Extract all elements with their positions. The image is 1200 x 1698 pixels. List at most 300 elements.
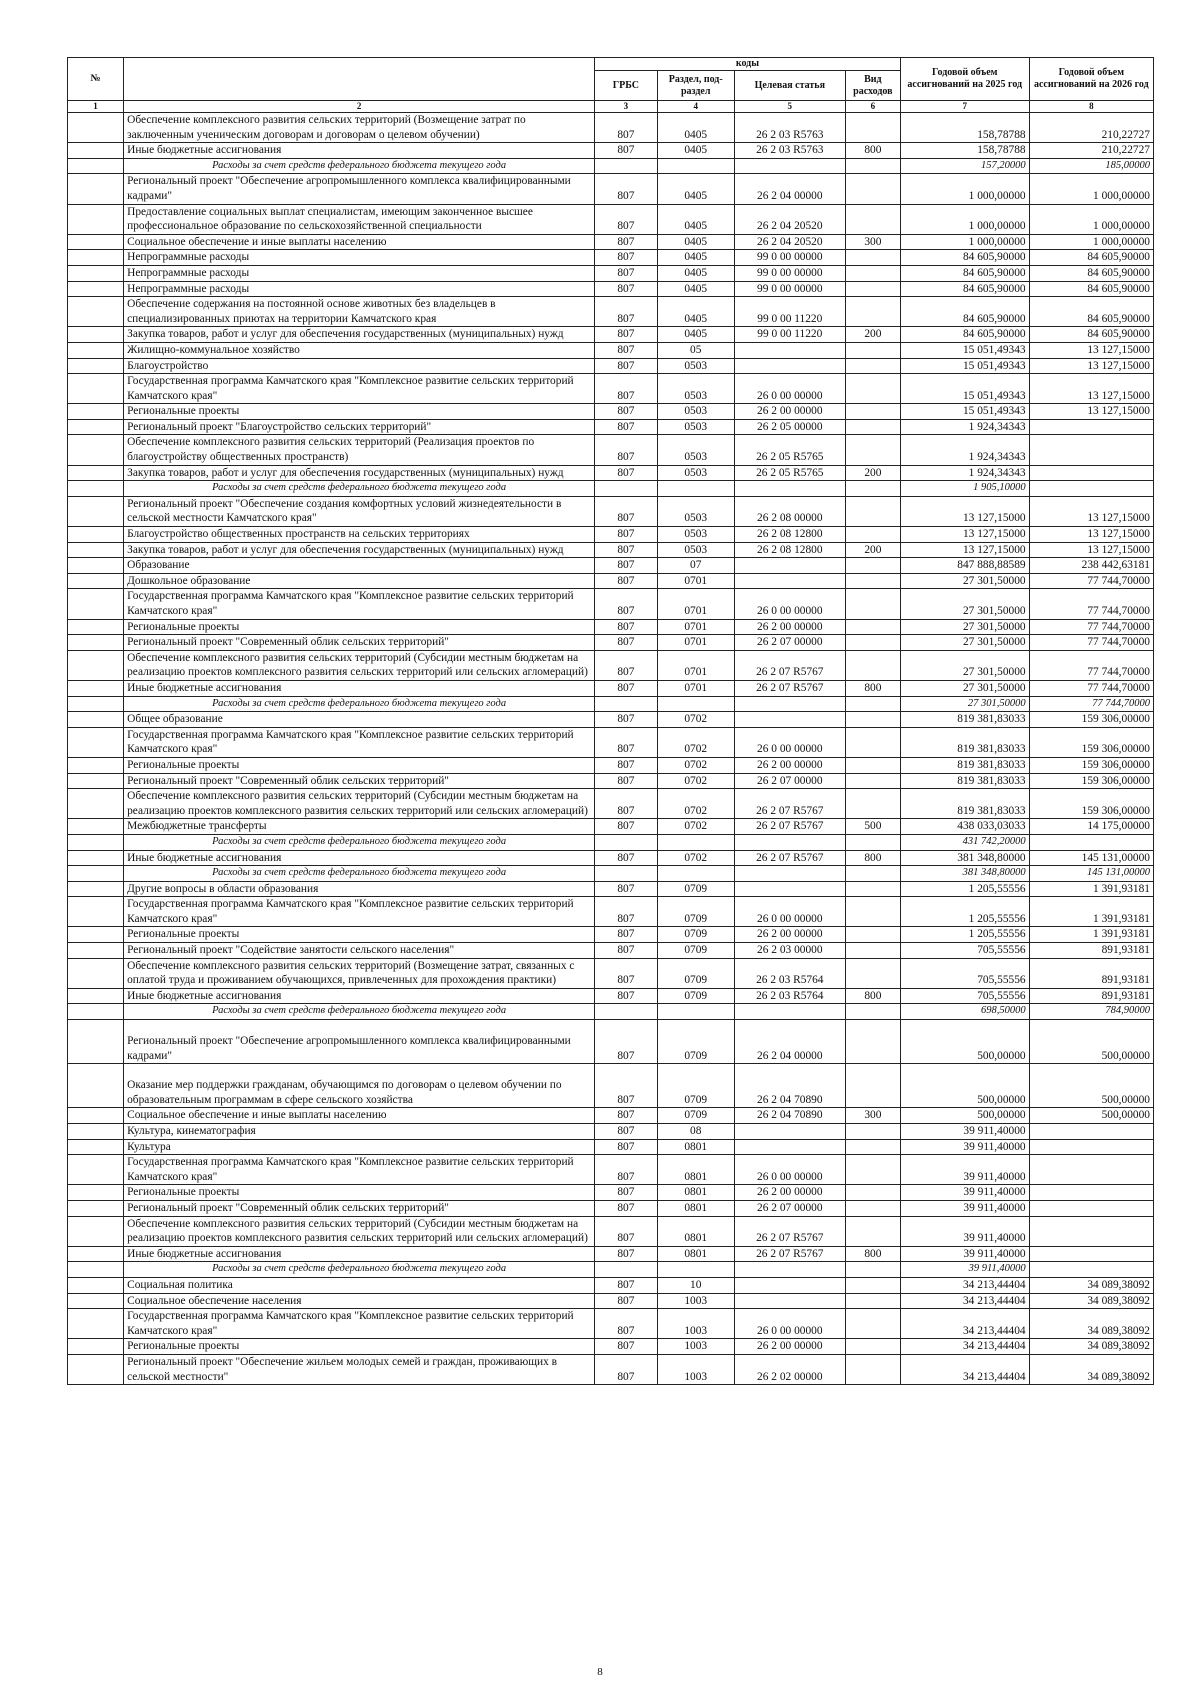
cell-vid: 800 [845, 988, 900, 1004]
cell-v2026: 1 000,00000 [1029, 174, 1153, 204]
cell-no [68, 143, 124, 159]
table-row [68, 789, 1154, 819]
cell-no [68, 1277, 124, 1293]
cell-desc: Непрограммные расходы [124, 281, 595, 297]
cell-cs [734, 712, 845, 728]
cell-desc: Межбюджетные трансферты [124, 819, 595, 835]
cell-desc: Расходы за счет средств федерального бюджета текущего года [124, 696, 595, 712]
header-2026: Годовой объем ассигнований на 2026 год [1029, 58, 1153, 101]
cell-vid [845, 281, 900, 297]
cell-no [68, 819, 124, 835]
cell-grbs: 807 [595, 1339, 658, 1355]
cell-razdel: 0503 [657, 465, 734, 481]
cell-v2025: 500,00000 [900, 1064, 1029, 1108]
cell-vid [845, 834, 900, 850]
cell-razdel: 0709 [657, 1064, 734, 1108]
cell-v2025: 847 888,88589 [900, 558, 1029, 574]
table-row [68, 419, 1154, 435]
table-row [68, 712, 1154, 728]
cell-v2026 [1029, 1262, 1153, 1278]
cell-v2025: 158,78788 [900, 113, 1029, 143]
table-row [68, 773, 1154, 789]
cell-cs: 99 0 00 11220 [734, 297, 845, 327]
cell-grbs [595, 1262, 658, 1278]
cell-v2025: 39 911,40000 [900, 1262, 1029, 1278]
cell-v2026: 1 000,00000 [1029, 234, 1153, 250]
cell-cs: 26 2 00 00000 [734, 619, 845, 635]
cell-v2025: 1 924,34343 [900, 435, 1029, 465]
cell-desc: Региональный проект "Благоустройство сельских территорий" [124, 419, 595, 435]
cell-v2026: 34 089,38092 [1029, 1309, 1153, 1339]
cell-no [68, 265, 124, 281]
cell-cs [734, 866, 845, 882]
header-2025: Годовой объем ассигнований на 2025 год [900, 58, 1029, 101]
header-description [124, 58, 595, 101]
cell-vid [845, 712, 900, 728]
cell-desc: Обеспечение комплексного развития сельских территорий (Реализация проектов по благоустройству общественных пространств) [124, 435, 595, 465]
cell-v2026: 891,93181 [1029, 943, 1153, 959]
cell-desc: Социальное обеспечение и иные выплаты населению [124, 234, 595, 250]
cell-grbs: 807 [595, 757, 658, 773]
cell-razdel: 0503 [657, 419, 734, 435]
cell-desc: Оказание мер поддержки гражданам, обучающимся по договорам о целевом обучении по образовательным программам в сфере сельского хозяйства [124, 1064, 595, 1108]
table-row [68, 1124, 1154, 1140]
cell-vid [845, 1020, 900, 1064]
table-row [68, 1216, 1154, 1246]
cell-razdel: 0701 [657, 635, 734, 651]
cell-no [68, 650, 124, 680]
cell-cs [734, 158, 845, 174]
cell-cs [734, 1124, 845, 1140]
cell-v2025: 34 213,44404 [900, 1309, 1029, 1339]
cell-razdel [657, 834, 734, 850]
cell-v2025: 431 742,20000 [900, 834, 1029, 850]
cell-v2026 [1029, 465, 1153, 481]
cell-razdel: 0503 [657, 542, 734, 558]
cell-razdel: 0801 [657, 1155, 734, 1185]
cell-grbs: 807 [595, 619, 658, 635]
cell-vid [845, 1277, 900, 1293]
cell-vid [845, 589, 900, 619]
table-row [68, 635, 1154, 651]
cell-no [68, 419, 124, 435]
cell-v2025: 819 381,83033 [900, 712, 1029, 728]
cell-grbs: 807 [595, 1200, 658, 1216]
cell-v2026: 500,00000 [1029, 1020, 1153, 1064]
cell-vid [845, 727, 900, 757]
cell-no [68, 374, 124, 404]
cell-v2026 [1029, 1139, 1153, 1155]
cell-cs [734, 1139, 845, 1155]
cell-razdel [657, 866, 734, 882]
federal-budget-row [68, 481, 1154, 497]
cell-razdel: 0801 [657, 1246, 734, 1262]
cell-v2026 [1029, 1155, 1153, 1185]
table-row [68, 174, 1154, 204]
cell-desc: Обеспечение комплексного развития сельских территорий (Возмещение затрат, связанных с оплатой труда и проживанием обучающихся, привлеченных для прохождения практики) [124, 958, 595, 988]
cell-v2026: 34 089,38092 [1029, 1339, 1153, 1355]
cell-grbs: 807 [595, 1155, 658, 1185]
cell-razdel: 0503 [657, 496, 734, 526]
cell-v2026: 1 391,93181 [1029, 927, 1153, 943]
cell-razdel: 0701 [657, 589, 734, 619]
cell-v2026: 145 131,00000 [1029, 850, 1153, 866]
cell-vid [845, 374, 900, 404]
cell-razdel: 0405 [657, 174, 734, 204]
cell-razdel: 0701 [657, 650, 734, 680]
cell-razdel: 0709 [657, 881, 734, 897]
cell-v2026: 1 391,93181 [1029, 897, 1153, 927]
cell-razdel [657, 1262, 734, 1278]
cell-v2025: 1 000,00000 [900, 174, 1029, 204]
cell-v2025: 84 605,90000 [900, 297, 1029, 327]
cell-cs: 26 2 08 12800 [734, 527, 845, 543]
cell-vid: 200 [845, 542, 900, 558]
cell-razdel: 0801 [657, 1185, 734, 1201]
header-celevaya: Целевая статья [734, 71, 845, 101]
cell-desc: Дошкольное образование [124, 573, 595, 589]
cell-v2026: 13 127,15000 [1029, 404, 1153, 420]
cell-grbs: 807 [595, 204, 658, 234]
cell-desc: Закупка товаров, работ и услуг для обеспечения государственных (муниципальных) нужд [124, 465, 595, 481]
cell-razdel: 1003 [657, 1339, 734, 1355]
table-row [68, 496, 1154, 526]
cell-razdel [657, 481, 734, 497]
cell-desc: Культура, кинематография [124, 1124, 595, 1140]
header-codes: коды [595, 58, 901, 71]
cell-vid [845, 789, 900, 819]
cell-v2025: 1 924,34343 [900, 465, 1029, 481]
cell-vid: 800 [845, 850, 900, 866]
cell-v2026: 84 605,90000 [1029, 297, 1153, 327]
table-row [68, 327, 1154, 343]
cell-no [68, 1108, 124, 1124]
cell-v2025: 1 205,55556 [900, 881, 1029, 897]
cell-v2025: 158,78788 [900, 143, 1029, 159]
cell-cs [734, 342, 845, 358]
cell-desc: Обеспечение комплексного развития сельских территорий (Субсидии местным бюджетам на реализацию проектов комплексного развития сельских территорий или сельских агломераций) [124, 789, 595, 819]
table-row [68, 897, 1154, 927]
cell-desc: Государственная программа Камчатского края "Комплексное развитие сельских территорий Камчатского края" [124, 589, 595, 619]
cell-no [68, 680, 124, 696]
table-row [68, 1277, 1154, 1293]
cell-no [68, 558, 124, 574]
cell-vid [845, 158, 900, 174]
table-row [68, 573, 1154, 589]
cell-no [68, 496, 124, 526]
cell-no [68, 481, 124, 497]
table-row [68, 250, 1154, 266]
cell-cs: 99 0 00 00000 [734, 250, 845, 266]
cell-desc: Региональный проект "Обеспечение жильем молодых семей и граждан, проживающих в сельской местности" [124, 1354, 595, 1384]
cell-desc: Общее образование [124, 712, 595, 728]
cell-vid [845, 927, 900, 943]
cell-no [68, 1339, 124, 1355]
cell-cs [734, 558, 845, 574]
cell-vid [845, 866, 900, 882]
cell-v2026: 210,22727 [1029, 113, 1153, 143]
cell-cs: 26 2 07 R5767 [734, 850, 845, 866]
cell-no [68, 619, 124, 635]
table-row [68, 358, 1154, 374]
cell-grbs: 807 [595, 1246, 658, 1262]
table-row [68, 1139, 1154, 1155]
cell-vid [845, 527, 900, 543]
cell-vid [845, 358, 900, 374]
table-row [68, 757, 1154, 773]
cell-v2025: 84 605,90000 [900, 327, 1029, 343]
cell-vid [845, 1200, 900, 1216]
cell-cs: 26 2 04 70890 [734, 1108, 845, 1124]
cell-no [68, 866, 124, 882]
cell-cs: 26 2 05 R5765 [734, 435, 845, 465]
cell-razdel: 0709 [657, 988, 734, 1004]
cell-grbs [595, 696, 658, 712]
cell-no [68, 204, 124, 234]
cell-vid [845, 265, 900, 281]
cell-v2026 [1029, 1200, 1153, 1216]
table-body [68, 113, 1154, 1385]
cell-desc: Расходы за счет средств федерального бюджета текущего года [124, 481, 595, 497]
cell-vid [845, 1293, 900, 1309]
cell-v2026: 13 127,15000 [1029, 527, 1153, 543]
cell-desc: Расходы за счет средств федерального бюджета текущего года [124, 1262, 595, 1278]
cell-grbs: 807 [595, 1309, 658, 1339]
cell-v2026 [1029, 1216, 1153, 1246]
cell-no [68, 573, 124, 589]
cell-grbs: 807 [595, 542, 658, 558]
cell-grbs [595, 481, 658, 497]
cell-desc: Культура [124, 1139, 595, 1155]
cell-v2025: 39 911,40000 [900, 1155, 1029, 1185]
cell-razdel: 0405 [657, 281, 734, 297]
cell-grbs: 807 [595, 174, 658, 204]
table-row [68, 1108, 1154, 1124]
col-number: 5 [734, 101, 845, 113]
cell-v2026: 34 089,38092 [1029, 1293, 1153, 1309]
federal-budget-row [68, 834, 1154, 850]
cell-v2026: 13 127,15000 [1029, 542, 1153, 558]
federal-budget-row [68, 1004, 1154, 1020]
cell-grbs: 807 [595, 881, 658, 897]
cell-cs: 26 2 04 00000 [734, 1020, 845, 1064]
cell-no [68, 897, 124, 927]
cell-grbs: 807 [595, 342, 658, 358]
cell-v2025: 27 301,50000 [900, 635, 1029, 651]
cell-vid [845, 558, 900, 574]
cell-vid [845, 1004, 900, 1020]
cell-v2025: 705,55556 [900, 958, 1029, 988]
cell-v2025: 1 205,55556 [900, 897, 1029, 927]
cell-no [68, 1216, 124, 1246]
cell-v2026 [1029, 481, 1153, 497]
cell-v2025: 15 051,49343 [900, 358, 1029, 374]
cell-v2026: 84 605,90000 [1029, 281, 1153, 297]
col-number: 7 [900, 101, 1029, 113]
cell-v2026: 159 306,00000 [1029, 712, 1153, 728]
cell-v2026 [1029, 1124, 1153, 1140]
federal-budget-row [68, 1262, 1154, 1278]
cell-no [68, 927, 124, 943]
cell-razdel [657, 1004, 734, 1020]
cell-v2026: 185,00000 [1029, 158, 1153, 174]
cell-no [68, 1124, 124, 1140]
cell-v2025: 13 127,15000 [900, 542, 1029, 558]
cell-vid [845, 1124, 900, 1140]
cell-desc: Образование [124, 558, 595, 574]
table-row [68, 819, 1154, 835]
cell-grbs: 807 [595, 1064, 658, 1108]
table-row [68, 1309, 1154, 1339]
cell-no [68, 327, 124, 343]
cell-no [68, 281, 124, 297]
cell-no [68, 1293, 124, 1309]
cell-desc: Государственная программа Камчатского края "Комплексное развитие сельских территорий Камчатского края" [124, 897, 595, 927]
cell-desc: Государственная программа Камчатского края "Комплексное развитие сельских территорий Камчатского края" [124, 1309, 595, 1339]
cell-grbs: 807 [595, 358, 658, 374]
cell-v2025: 27 301,50000 [900, 573, 1029, 589]
cell-v2025: 1 924,34343 [900, 419, 1029, 435]
table-row [68, 1064, 1154, 1108]
cell-vid [845, 174, 900, 204]
cell-v2026: 84 605,90000 [1029, 250, 1153, 266]
cell-desc: Обеспечение комплексного развития сельских территорий (Субсидии местным бюджетам на реализацию проектов комплексного развития сельских территорий или сельских агломераций) [124, 650, 595, 680]
table-row [68, 1293, 1154, 1309]
table-row [68, 1200, 1154, 1216]
cell-v2026: 77 744,70000 [1029, 680, 1153, 696]
cell-grbs: 807 [595, 1277, 658, 1293]
cell-razdel: 0405 [657, 327, 734, 343]
cell-no [68, 881, 124, 897]
cell-cs: 26 2 04 20520 [734, 204, 845, 234]
cell-cs: 26 2 04 20520 [734, 234, 845, 250]
cell-razdel: 0702 [657, 773, 734, 789]
cell-v2026: 34 089,38092 [1029, 1354, 1153, 1384]
table-row [68, 881, 1154, 897]
cell-vid: 200 [845, 465, 900, 481]
cell-vid [845, 1064, 900, 1108]
cell-vid [845, 1354, 900, 1384]
cell-no [68, 1246, 124, 1262]
cell-cs: 26 0 00 00000 [734, 589, 845, 619]
cell-no [68, 1020, 124, 1064]
table-row [68, 1185, 1154, 1201]
cell-v2026: 77 744,70000 [1029, 635, 1153, 651]
cell-razdel: 1003 [657, 1293, 734, 1309]
table-row [68, 234, 1154, 250]
cell-grbs: 807 [595, 113, 658, 143]
cell-v2026: 145 131,00000 [1029, 866, 1153, 882]
col-number: 1 [68, 101, 124, 113]
cell-desc: Непрограммные расходы [124, 265, 595, 281]
cell-grbs: 807 [595, 327, 658, 343]
cell-no [68, 988, 124, 1004]
cell-desc: Региональные проекты [124, 757, 595, 773]
cell-grbs: 807 [595, 1216, 658, 1246]
cell-no [68, 757, 124, 773]
cell-v2025: 27 301,50000 [900, 696, 1029, 712]
table-row [68, 527, 1154, 543]
cell-v2025: 27 301,50000 [900, 680, 1029, 696]
cell-vid [845, 204, 900, 234]
cell-v2026: 34 089,38092 [1029, 1277, 1153, 1293]
cell-v2026: 1 391,93181 [1029, 881, 1153, 897]
cell-v2025: 438 033,03033 [900, 819, 1029, 835]
cell-no [68, 727, 124, 757]
cell-vid [845, 773, 900, 789]
col-number: 4 [657, 101, 734, 113]
cell-grbs: 807 [595, 958, 658, 988]
cell-grbs [595, 866, 658, 882]
cell-grbs: 807 [595, 573, 658, 589]
cell-desc: Региональный проект "Современный облик сельских территорий" [124, 635, 595, 651]
cell-cs: 26 2 07 00000 [734, 1200, 845, 1216]
cell-v2026: 159 306,00000 [1029, 757, 1153, 773]
cell-cs: 26 2 04 00000 [734, 174, 845, 204]
table-row [68, 958, 1154, 988]
cell-cs: 26 2 07 R5767 [734, 819, 845, 835]
cell-v2026: 238 442,63181 [1029, 558, 1153, 574]
cell-cs: 26 2 08 00000 [734, 496, 845, 526]
cell-v2025: 27 301,50000 [900, 589, 1029, 619]
cell-desc: Социальная политика [124, 1277, 595, 1293]
cell-vid [845, 757, 900, 773]
cell-cs [734, 1293, 845, 1309]
cell-v2025: 39 911,40000 [900, 1200, 1029, 1216]
cell-vid: 500 [845, 819, 900, 835]
cell-no [68, 465, 124, 481]
cell-vid [845, 435, 900, 465]
table-row [68, 342, 1154, 358]
cell-cs [734, 881, 845, 897]
cell-razdel: 0701 [657, 573, 734, 589]
cell-razdel: 0709 [657, 958, 734, 988]
cell-v2025: 705,55556 [900, 988, 1029, 1004]
table-row [68, 542, 1154, 558]
cell-razdel: 0801 [657, 1216, 734, 1246]
cell-vid: 200 [845, 327, 900, 343]
cell-razdel: 0709 [657, 1108, 734, 1124]
cell-desc: Расходы за счет средств федерального бюджета текущего года [124, 158, 595, 174]
cell-cs: 26 2 02 00000 [734, 1354, 845, 1384]
cell-grbs: 807 [595, 281, 658, 297]
cell-cs: 26 2 00 00000 [734, 1339, 845, 1355]
cell-no [68, 789, 124, 819]
cell-razdel: 1003 [657, 1309, 734, 1339]
cell-v2025: 15 051,49343 [900, 404, 1029, 420]
cell-desc: Обеспечение комплексного развития сельских территорий (Возмещение затрат по заключенным ученическим договорам и договорам о целевом обучении) [124, 113, 595, 143]
cell-no [68, 404, 124, 420]
cell-no [68, 250, 124, 266]
cell-v2026: 210,22727 [1029, 143, 1153, 159]
cell-v2025: 500,00000 [900, 1020, 1029, 1064]
cell-v2025: 39 911,40000 [900, 1124, 1029, 1140]
table-header [68, 58, 1154, 113]
budget-table-sheet [67, 57, 1154, 1385]
table-row [68, 850, 1154, 866]
cell-grbs: 807 [595, 374, 658, 404]
cell-v2026: 891,93181 [1029, 988, 1153, 1004]
cell-cs: 26 2 03 R5764 [734, 958, 845, 988]
cell-no [68, 342, 124, 358]
cell-razdel: 0701 [657, 680, 734, 696]
cell-v2025: 13 127,15000 [900, 496, 1029, 526]
cell-desc: Обеспечение комплексного развития сельских территорий (Субсидии местным бюджетам на реализацию проектов комплексного развития сельских территорий или сельских агломераций) [124, 1216, 595, 1246]
cell-cs: 99 0 00 00000 [734, 281, 845, 297]
cell-v2025: 500,00000 [900, 1108, 1029, 1124]
cell-cs: 26 2 07 R5767 [734, 1246, 845, 1262]
cell-desc: Иные бюджетные ассигнования [124, 1246, 595, 1262]
